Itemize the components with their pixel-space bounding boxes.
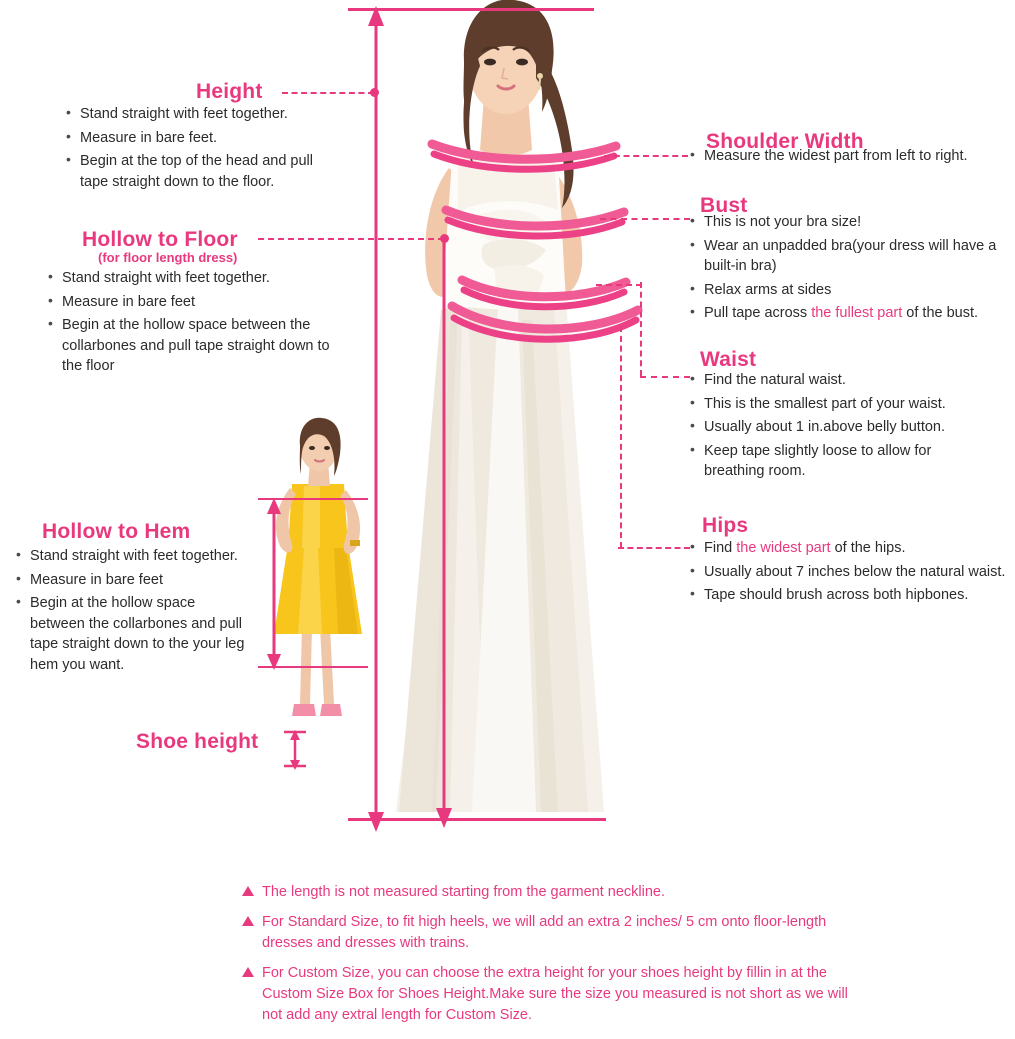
hips-highlight: the widest part [736, 540, 831, 556]
note-text: The length is not measured starting from the garment neckline. [262, 884, 665, 900]
height-heading: Height [196, 80, 263, 103]
waist-leader-top [596, 284, 642, 286]
shoulder-band [424, 138, 624, 174]
list-item: • Measure in bare feet [14, 570, 250, 591]
note-row [242, 912, 862, 954]
list-item: • Relax arms at sides [688, 280, 1010, 301]
hips-list [688, 538, 1006, 609]
warning-triangle-icon [242, 967, 254, 977]
list-item-hips-widest: • Find the widest part of the hips. [688, 538, 1006, 559]
height-arrow [348, 4, 404, 834]
height-top-bar [348, 8, 594, 11]
list-item: • Usually about 7 inches below the natural waist. [688, 562, 1006, 583]
list-item: • This is not your bra size! [688, 212, 1010, 233]
waist-list [688, 370, 988, 485]
waist-heading: Waist [700, 348, 757, 371]
list-item: • Tape should brush across both hipbones. [688, 585, 1006, 606]
list-item: • Measure the widest part from left to right. [688, 146, 1006, 167]
notes-block [242, 882, 862, 1035]
note-text: For Standard Size, to fit high heels, we will add an extra 2 inches/ 5 cm onto floor-length dresses and dresses with trains. [262, 914, 827, 952]
hollow-to-floor-leader [258, 238, 444, 240]
waist-leader-horizontal [640, 376, 690, 378]
hollow-to-floor-subheading: (for floor length dress) [98, 250, 238, 265]
hips-leader [618, 547, 690, 549]
hollow-to-floor-heading: Hollow to Floor [82, 228, 238, 251]
list-item: • Keep tape slightly loose to allow for breathing room. [688, 441, 988, 482]
list-item: • Begin at the hollow space between the collarbones and pull tape straight down to the your leg hem you want. [14, 593, 250, 675]
list-item: • Begin at the hollow space between the collarbones and pull tape straight down to the floor [46, 315, 336, 377]
hollow-to-hem-arrow [262, 498, 286, 670]
list-item: • Find the natural waist. [688, 370, 988, 391]
shoe-height-bracket [280, 728, 312, 770]
note-row [242, 882, 862, 903]
warning-triangle-icon [242, 916, 254, 926]
list-item: • Measure in bare feet [46, 292, 336, 313]
waist-leader-vertical [640, 282, 642, 376]
shoulder-leader [604, 155, 688, 157]
warning-triangle-icon [242, 886, 254, 896]
list-item: • Measure in bare feet. [64, 128, 334, 149]
bust-band [440, 200, 632, 240]
shoulder-width-list [688, 146, 1006, 170]
list-item-bust-fullest: • Pull tape across the fullest part of the bust. [688, 303, 1010, 324]
shoe-height-heading: Shoe height [136, 730, 259, 753]
list-item: • Stand straight with feet together. [64, 104, 334, 125]
note-row [242, 963, 862, 1026]
hollow-to-floor-list [46, 268, 336, 380]
hips-heading: Hips [702, 514, 749, 537]
height-list [64, 104, 334, 195]
list-item: • Stand straight with feet together. [14, 546, 250, 567]
bust-highlight: the fullest part [811, 305, 903, 322]
bust-heading: Bust [700, 194, 748, 217]
bust-list [688, 212, 1010, 327]
hips-leader-vertical [620, 326, 622, 548]
hollow-to-hem-heading: Hollow to Hem [42, 520, 191, 543]
list-item: • Stand straight with feet together. [46, 268, 336, 289]
hollow-to-hem-list [14, 546, 250, 678]
hips-band [446, 296, 646, 342]
list-item: • This is the smallest part of your waist. [688, 394, 988, 415]
list-item: • Begin at the top of the head and pull tape straight down to the floor. [64, 151, 334, 192]
bust-leader [600, 218, 690, 220]
note-text: For Custom Size, you can choose the extra height for your shoes height by fillin in at the Custom Size Box for Shoes Height.Make sure the size you measured is not short as we will not add any extral length for Custom Size. [262, 965, 848, 1024]
list-item: • Usually about 1 in.above belly button. [688, 417, 988, 438]
shoulder-width-heading: Shoulder Width [706, 130, 864, 153]
height-leader [282, 92, 374, 94]
list-item: • Wear an unpadded bra(your dress will have a built-in bra) [688, 236, 1010, 277]
